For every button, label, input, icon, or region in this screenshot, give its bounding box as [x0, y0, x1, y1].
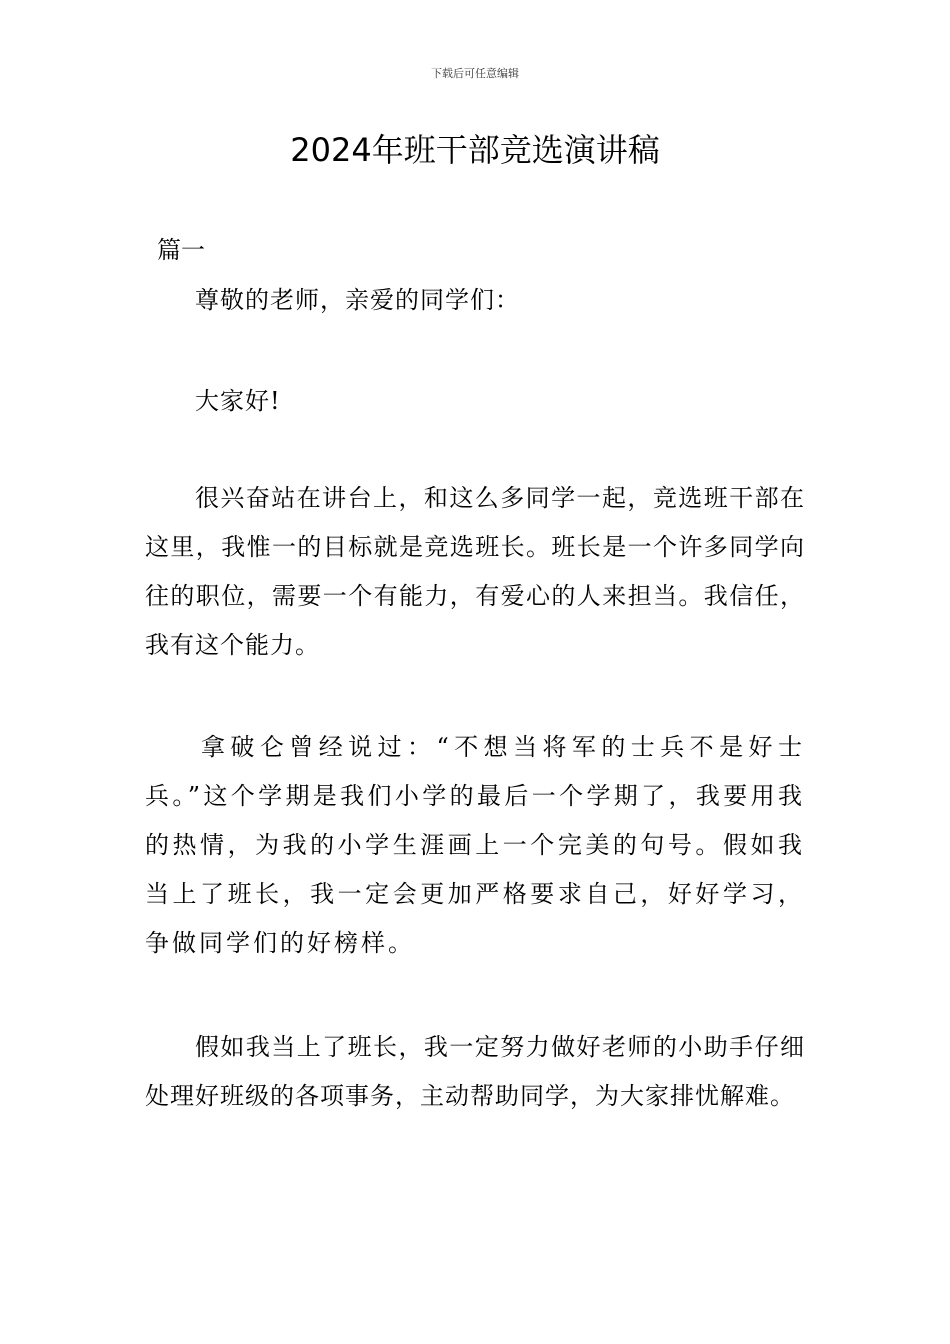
paragraph-2: 拿破仑曾经说过：“不想当将军的士兵不是好士兵。”这个学期是我们小学的最后一个学期了，我要用我的热情，为我的小学生涯画上一个完美的句号。假如我当上了班长，我一定会更加严格要求自己，好好学习，争做同学们的好榜样。 [145, 733, 805, 957]
paragraph-greeting: 尊敬的老师，亲爱的同学们： [195, 286, 520, 314]
paragraph-hello: 大家好! [195, 387, 281, 415]
section-label: 篇一 [157, 236, 205, 264]
paragraph-1: 很兴奋站在讲台上，和这么多同学一起，竞选班干部在这里，我惟一的目标就是竞选班长。班长是一个许多同学向往的职位，需要一个有能力，有爱心的人来担当。我信任，我有这个能力。 [145, 484, 805, 659]
paragraph-3: 假如我当上了班长，我一定努力做好老师的小助手仔细处理好班级的各项事务，主动帮助同学，为大家排忧解难。 [145, 1033, 805, 1110]
page-header: 下载后可任意编辑 [431, 67, 519, 80]
document-title: 2024年班干部竞选演讲稿 [290, 131, 660, 169]
